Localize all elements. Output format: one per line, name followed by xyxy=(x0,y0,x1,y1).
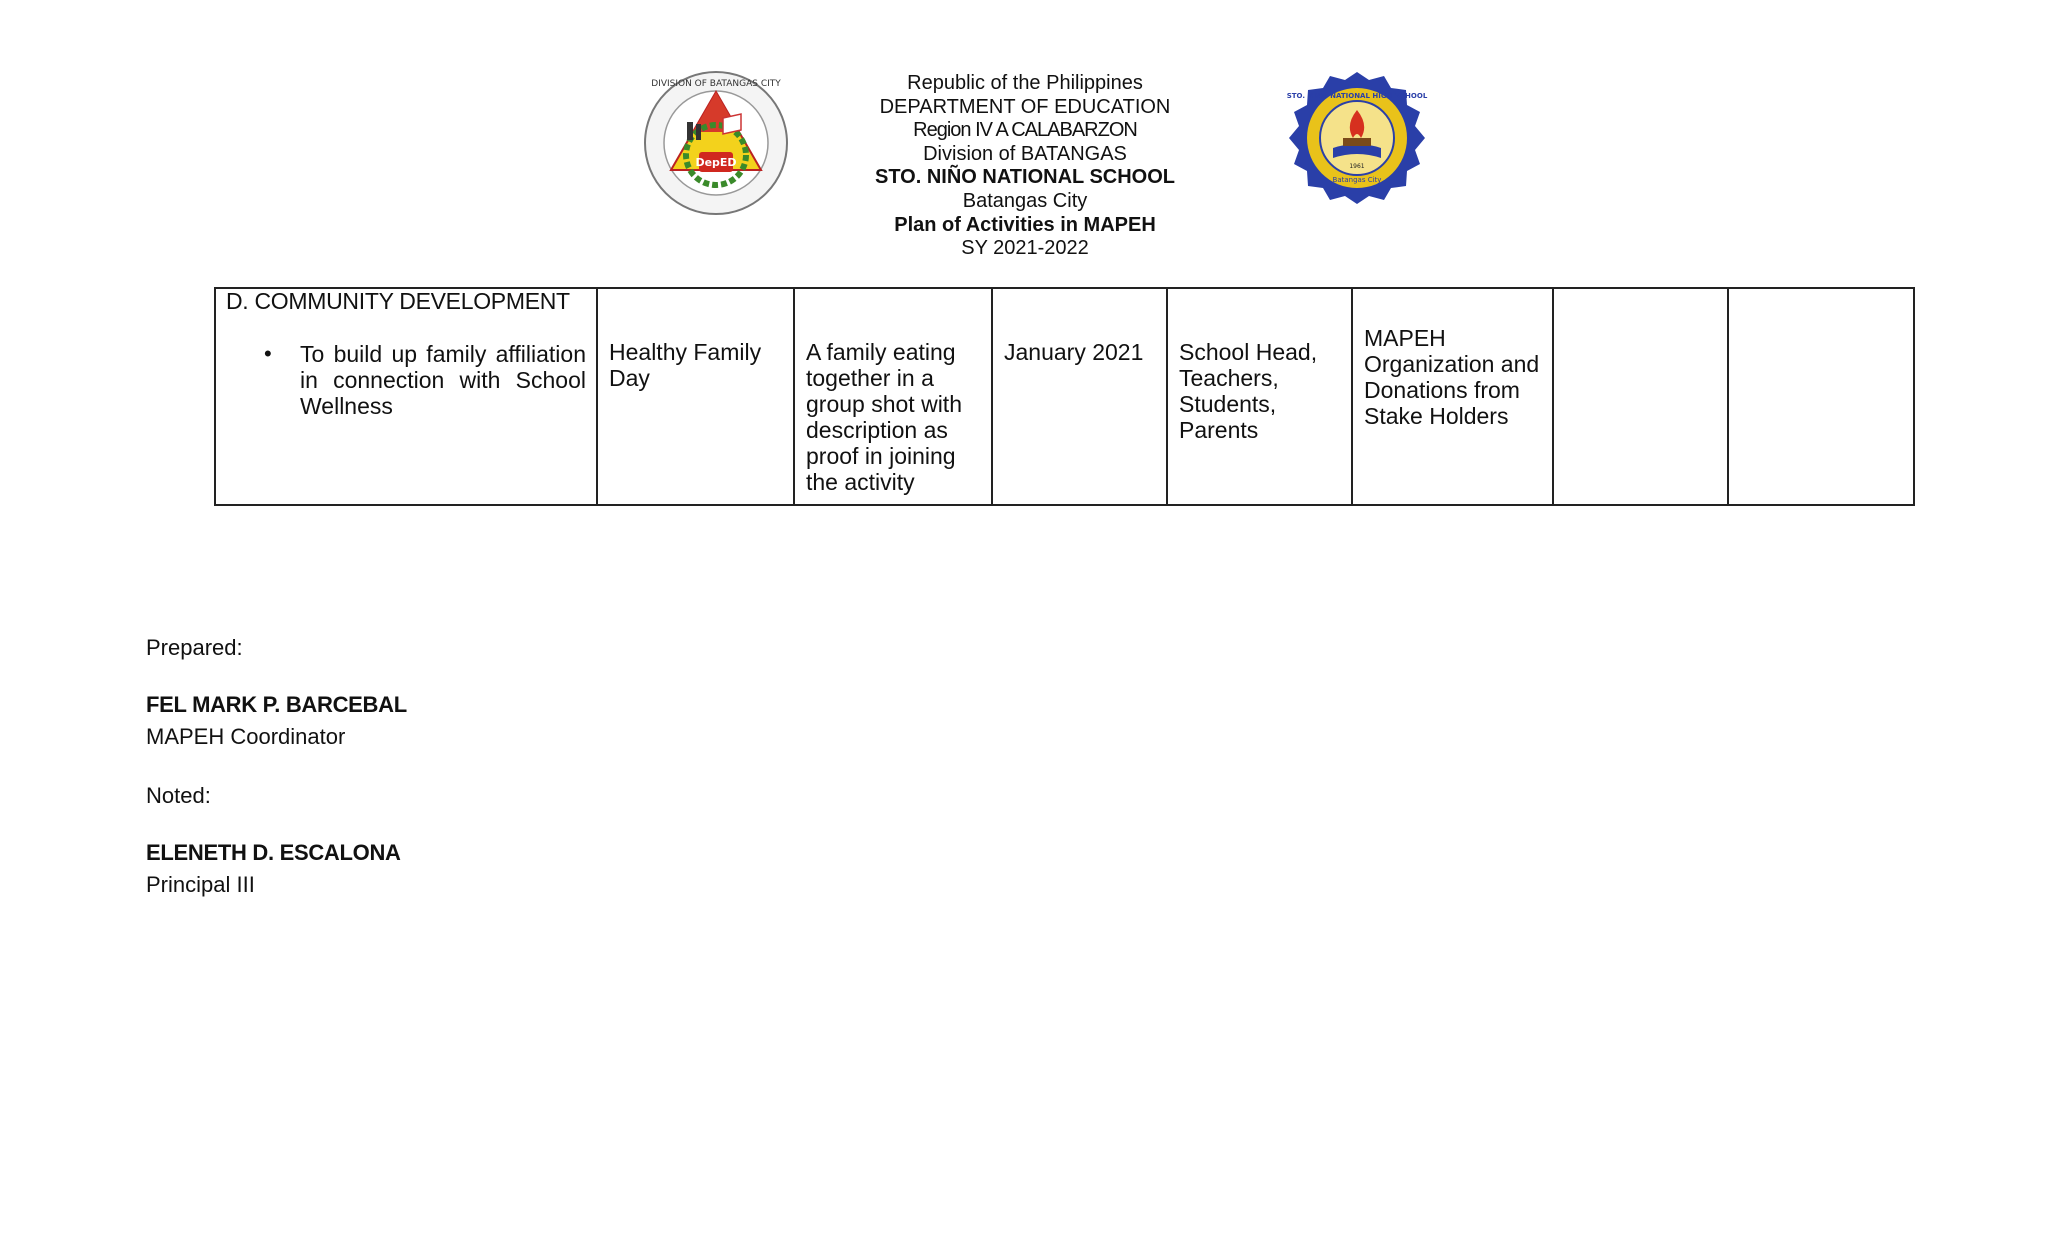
objective-cell xyxy=(215,288,597,505)
evidence-cell xyxy=(794,288,992,505)
persons-involved-cell xyxy=(1167,288,1352,505)
svg-text:Batangas City: Batangas City xyxy=(1332,176,1382,184)
header-region: Region IV A CALABARZON xyxy=(913,119,1137,142)
prepared-label: Prepared: xyxy=(146,635,243,660)
svg-text:STO. NIÑO NATIONAL HIGH SCHOOL: STO. NIÑO NATIONAL HIGH SCHOOL xyxy=(1286,92,1428,100)
header-division: Division of BATANGAS xyxy=(923,142,1127,165)
table-row xyxy=(215,288,1914,505)
school-seal xyxy=(1285,70,1430,206)
svg-text:1961: 1961 xyxy=(1349,163,1365,170)
header-school-name: STO. NIÑO NATIONAL SCHOOL xyxy=(874,166,1175,189)
svg-text:DepED: DepED xyxy=(695,156,737,169)
document-header xyxy=(820,72,1230,261)
prepared-name: FEL MARK P. BARCEBAL xyxy=(146,692,407,717)
activity-cell xyxy=(597,288,794,505)
resources-text: MAPEH Organization and Donations from Stake Holders xyxy=(1364,325,1540,429)
noted-name: ELENETH D. ESCALONA xyxy=(146,840,401,865)
persons-text: School Head, Teachers, Students, Parents xyxy=(1179,339,1318,443)
activity-plan-table xyxy=(214,287,1915,506)
page-title: Plan of Activities in MAPEH xyxy=(894,213,1156,236)
noted-title: Principal III xyxy=(146,872,255,897)
deped-division-seal xyxy=(643,70,789,216)
header-department: DEPARTMENT OF EDUCATION xyxy=(879,95,1171,118)
header-school-year: SY 2021-2022 xyxy=(961,237,1089,260)
prepared-title: MAPEH Coordinator xyxy=(146,724,346,749)
evidence-text: A family eating together in a group shot with description as proof in joining the activity xyxy=(806,339,962,495)
objective-text: To build up family affiliation in connection with School Wellness xyxy=(300,341,586,419)
header-republic: Republic of the Philippines xyxy=(907,72,1143,94)
resources-cell xyxy=(1352,288,1553,505)
empty-cell-7 xyxy=(1553,288,1728,505)
header-city: Batangas City xyxy=(962,189,1088,212)
bullet-marker: • xyxy=(264,341,272,366)
date-text: January 2021 xyxy=(1004,339,1144,365)
date-cell xyxy=(992,288,1167,505)
svg-text:DIVISION OF BATANGAS CITY: DIVISION OF BATANGAS CITY xyxy=(651,79,781,89)
section-title: D. COMMUNITY DEVELOPMENT xyxy=(226,288,570,314)
empty-cell-8 xyxy=(1728,288,1914,505)
activity-text: Healthy Family Day xyxy=(609,339,762,391)
noted-label: Noted: xyxy=(146,783,211,808)
